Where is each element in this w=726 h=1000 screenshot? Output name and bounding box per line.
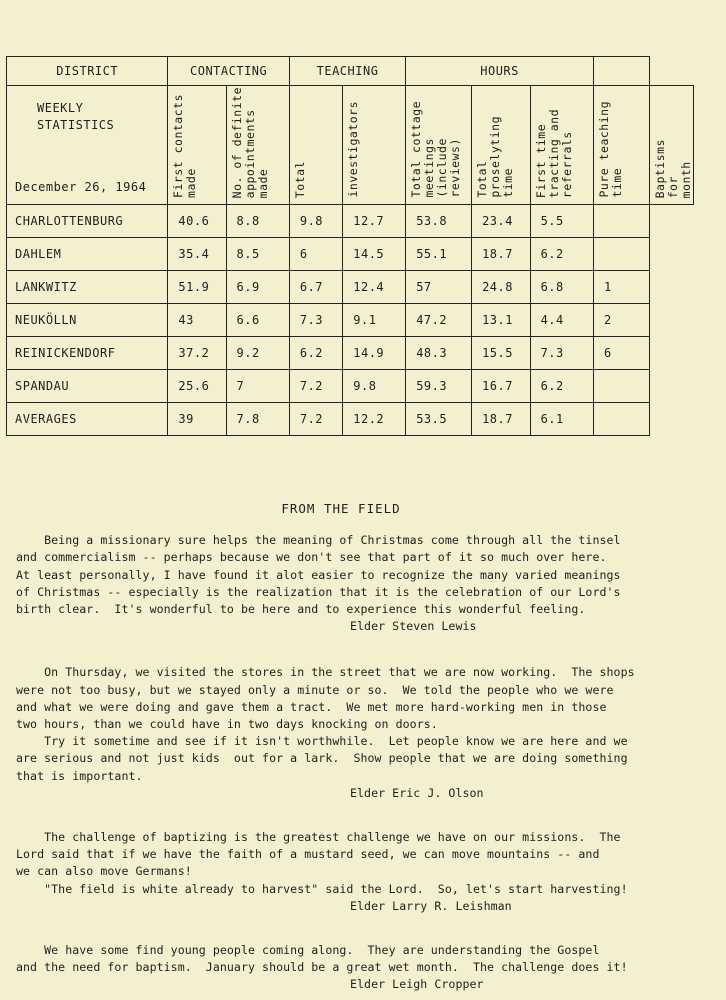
column-header: Pure teaching time xyxy=(593,86,649,205)
table-cell: 4.4 xyxy=(530,304,593,337)
column-header: Total cottage meetings (include reviews) xyxy=(406,86,472,205)
table-cell: 7 xyxy=(226,370,289,403)
table-cell: 7.3 xyxy=(289,304,342,337)
table-cell: 8.5 xyxy=(226,238,289,271)
signature: Elder Steven Lewis xyxy=(350,619,477,634)
table-cell: 6.8 xyxy=(530,271,593,304)
table-cell: 25.6 xyxy=(168,370,226,403)
table-cell: 9.8 xyxy=(343,370,406,403)
district-name: LANKWITZ xyxy=(7,271,168,304)
table-cell: 40.6 xyxy=(168,205,226,238)
table-cell: 37.2 xyxy=(168,337,226,370)
field-entries xyxy=(16,532,666,993)
text-line: and the need for baptism. January should be a great wet month. The challenge does it! xyxy=(16,960,628,975)
text-line: Try it sometime and see if it isn't worthwhile. Let people know we are here and we xyxy=(16,734,628,749)
column-header: Total xyxy=(289,86,342,205)
table-cell: 13.1 xyxy=(472,304,531,337)
table-cell xyxy=(593,238,649,271)
table-cell: 7.8 xyxy=(226,403,289,436)
table-cell: 6.2 xyxy=(530,238,593,271)
table-cell: 15.5 xyxy=(472,337,531,370)
text-line: At least personally, I have found it alot easier to recognize the many varied meanings xyxy=(16,567,621,582)
table-cell: 6.7 xyxy=(289,271,342,304)
signature: Elder Larry R. Leishman xyxy=(350,898,512,913)
table-cell: 39 xyxy=(168,403,226,436)
table-cell: 6.2 xyxy=(289,337,342,370)
paragraph-gap xyxy=(16,635,666,664)
table-row xyxy=(7,403,694,436)
column-header: First contacts made xyxy=(168,86,226,205)
column-header: Total proselyting time xyxy=(472,86,531,205)
column-header-row xyxy=(7,86,694,205)
field-entry xyxy=(16,532,666,635)
district-name: SPANDAU xyxy=(7,370,168,403)
table-cell xyxy=(593,403,649,436)
group-header-row xyxy=(7,57,694,86)
table-cell: 1 xyxy=(593,271,649,304)
district-name: DAHLEM xyxy=(7,238,168,271)
table-cell: 9.2 xyxy=(226,337,289,370)
group-header-empty xyxy=(593,57,649,86)
table-cell: 47.2 xyxy=(406,304,472,337)
table-cell: 12.4 xyxy=(343,271,406,304)
table-cell: 2 xyxy=(593,304,649,337)
section-title: FROM THE FIELD xyxy=(281,501,401,516)
text-line: two hours, than we could have in two days knocking on doors. xyxy=(16,717,438,732)
table-row xyxy=(7,370,694,403)
text-line: we can also move Germans! xyxy=(16,864,192,879)
table-cell: 9.1 xyxy=(343,304,406,337)
district-name: REINICKENDORF xyxy=(7,337,168,370)
table-cell: 6 xyxy=(593,337,649,370)
text-line: We have some find young people coming along. They are understanding the Gospel xyxy=(16,943,600,958)
paragraph-gap xyxy=(16,915,666,942)
table-cell: 14.9 xyxy=(343,337,406,370)
text-line: Lord said that if we have the faith of a mustard seed, we can move mountains -- and xyxy=(16,847,600,862)
table-cell: 59.3 xyxy=(406,370,472,403)
table-cell: 5.5 xyxy=(530,205,593,238)
table-cell: 6.2 xyxy=(530,370,593,403)
table-cell: 7.2 xyxy=(289,370,342,403)
district-name: CHARLOTTENBURG xyxy=(7,205,168,238)
table-cell xyxy=(593,205,649,238)
table-cell: 18.7 xyxy=(472,403,531,436)
text-line: birth clear. It's wonderful to be here and to experience this wonderful feeling. xyxy=(16,602,586,617)
field-entry xyxy=(16,664,666,802)
table-row xyxy=(7,271,694,304)
weekly-statistics-title: WEEKLY STATISTICS xyxy=(37,101,115,132)
table-cell: 51.9 xyxy=(168,271,226,304)
table-cell: 12.2 xyxy=(343,403,406,436)
table-cell: 35.4 xyxy=(168,238,226,271)
text-line: of Christmas -- especially is the realization that it is the celebration of our Lord's xyxy=(16,584,621,599)
text-line: and commercialism -- perhaps because we don't see that part of it so much over here. xyxy=(16,550,607,565)
district-name: AVERAGES xyxy=(7,403,168,436)
signature: Elder Leigh Cropper xyxy=(350,977,484,992)
table-cell xyxy=(593,370,649,403)
statistics-body xyxy=(7,205,694,436)
table-cell: 57 xyxy=(406,271,472,304)
table-row xyxy=(7,238,694,271)
table-cell: 53.5 xyxy=(406,403,472,436)
text-line: Being a missionary sure helps the meaning of Christmas come through all the tinsel xyxy=(16,533,621,548)
group-header-district: DISTRICT xyxy=(7,57,168,86)
table-cell: 14.5 xyxy=(343,238,406,271)
table-cell: 43 xyxy=(168,304,226,337)
table-cell: 53.8 xyxy=(406,205,472,238)
table-cell: 7.3 xyxy=(530,337,593,370)
column-header: First time tracting and referrals xyxy=(530,86,593,205)
table-cell: 7.2 xyxy=(289,403,342,436)
table-cell: 18.7 xyxy=(472,238,531,271)
district-title-cell xyxy=(7,86,168,205)
column-header: investigators xyxy=(343,86,406,205)
text-line: and what we were doing and gave them a tract. We met more hard-working men in those xyxy=(16,699,607,714)
text-line: are serious and not just kids out for a lark. Show people that we are doing something xyxy=(16,751,628,766)
column-header: No. of definite appointments made xyxy=(226,86,289,205)
text-line: that is important. xyxy=(16,768,143,783)
table-cell: 6.6 xyxy=(226,304,289,337)
group-header-teaching: TEACHING xyxy=(289,57,405,86)
table-cell: 12.7 xyxy=(343,205,406,238)
text-line: "The field is white already to harvest" said the Lord. So, let's start harvesting! xyxy=(16,881,628,896)
table-row xyxy=(7,205,694,238)
table-cell: 48.3 xyxy=(406,337,472,370)
column-header: Baptisms for month xyxy=(650,86,694,205)
paragraph-gap xyxy=(16,802,666,829)
table-row xyxy=(7,337,694,370)
table-cell: 23.4 xyxy=(472,205,531,238)
table-cell: 55.1 xyxy=(406,238,472,271)
table-cell: 6 xyxy=(289,238,342,271)
field-entry xyxy=(16,942,666,994)
signature: Elder Eric J. Olson xyxy=(350,785,484,800)
weekly-statistics-table xyxy=(6,56,694,436)
group-header-hours: HOURS xyxy=(406,57,594,86)
table-cell: 16.7 xyxy=(472,370,531,403)
table-row xyxy=(7,304,694,337)
table-cell: 9.8 xyxy=(289,205,342,238)
report-date: December 26, 1964 xyxy=(15,180,147,194)
group-header-contacting: CONTACTING xyxy=(168,57,289,86)
district-name: NEUKÖLLN xyxy=(7,304,168,337)
text-line: On Thursday, we visited the stores in the street that we are now working. The shops xyxy=(16,665,635,680)
field-entry xyxy=(16,829,666,915)
from-the-field-section xyxy=(16,500,666,994)
text-line: The challenge of baptizing is the greatest challenge we have on our missions. The xyxy=(16,830,621,845)
table-cell: 6.1 xyxy=(530,403,593,436)
table-cell: 24.8 xyxy=(472,271,531,304)
table-cell: 6.9 xyxy=(226,271,289,304)
text-line: were not too busy, but we stayed only a minute or so. We told the people who we were xyxy=(16,682,614,697)
table-cell: 8.8 xyxy=(226,205,289,238)
